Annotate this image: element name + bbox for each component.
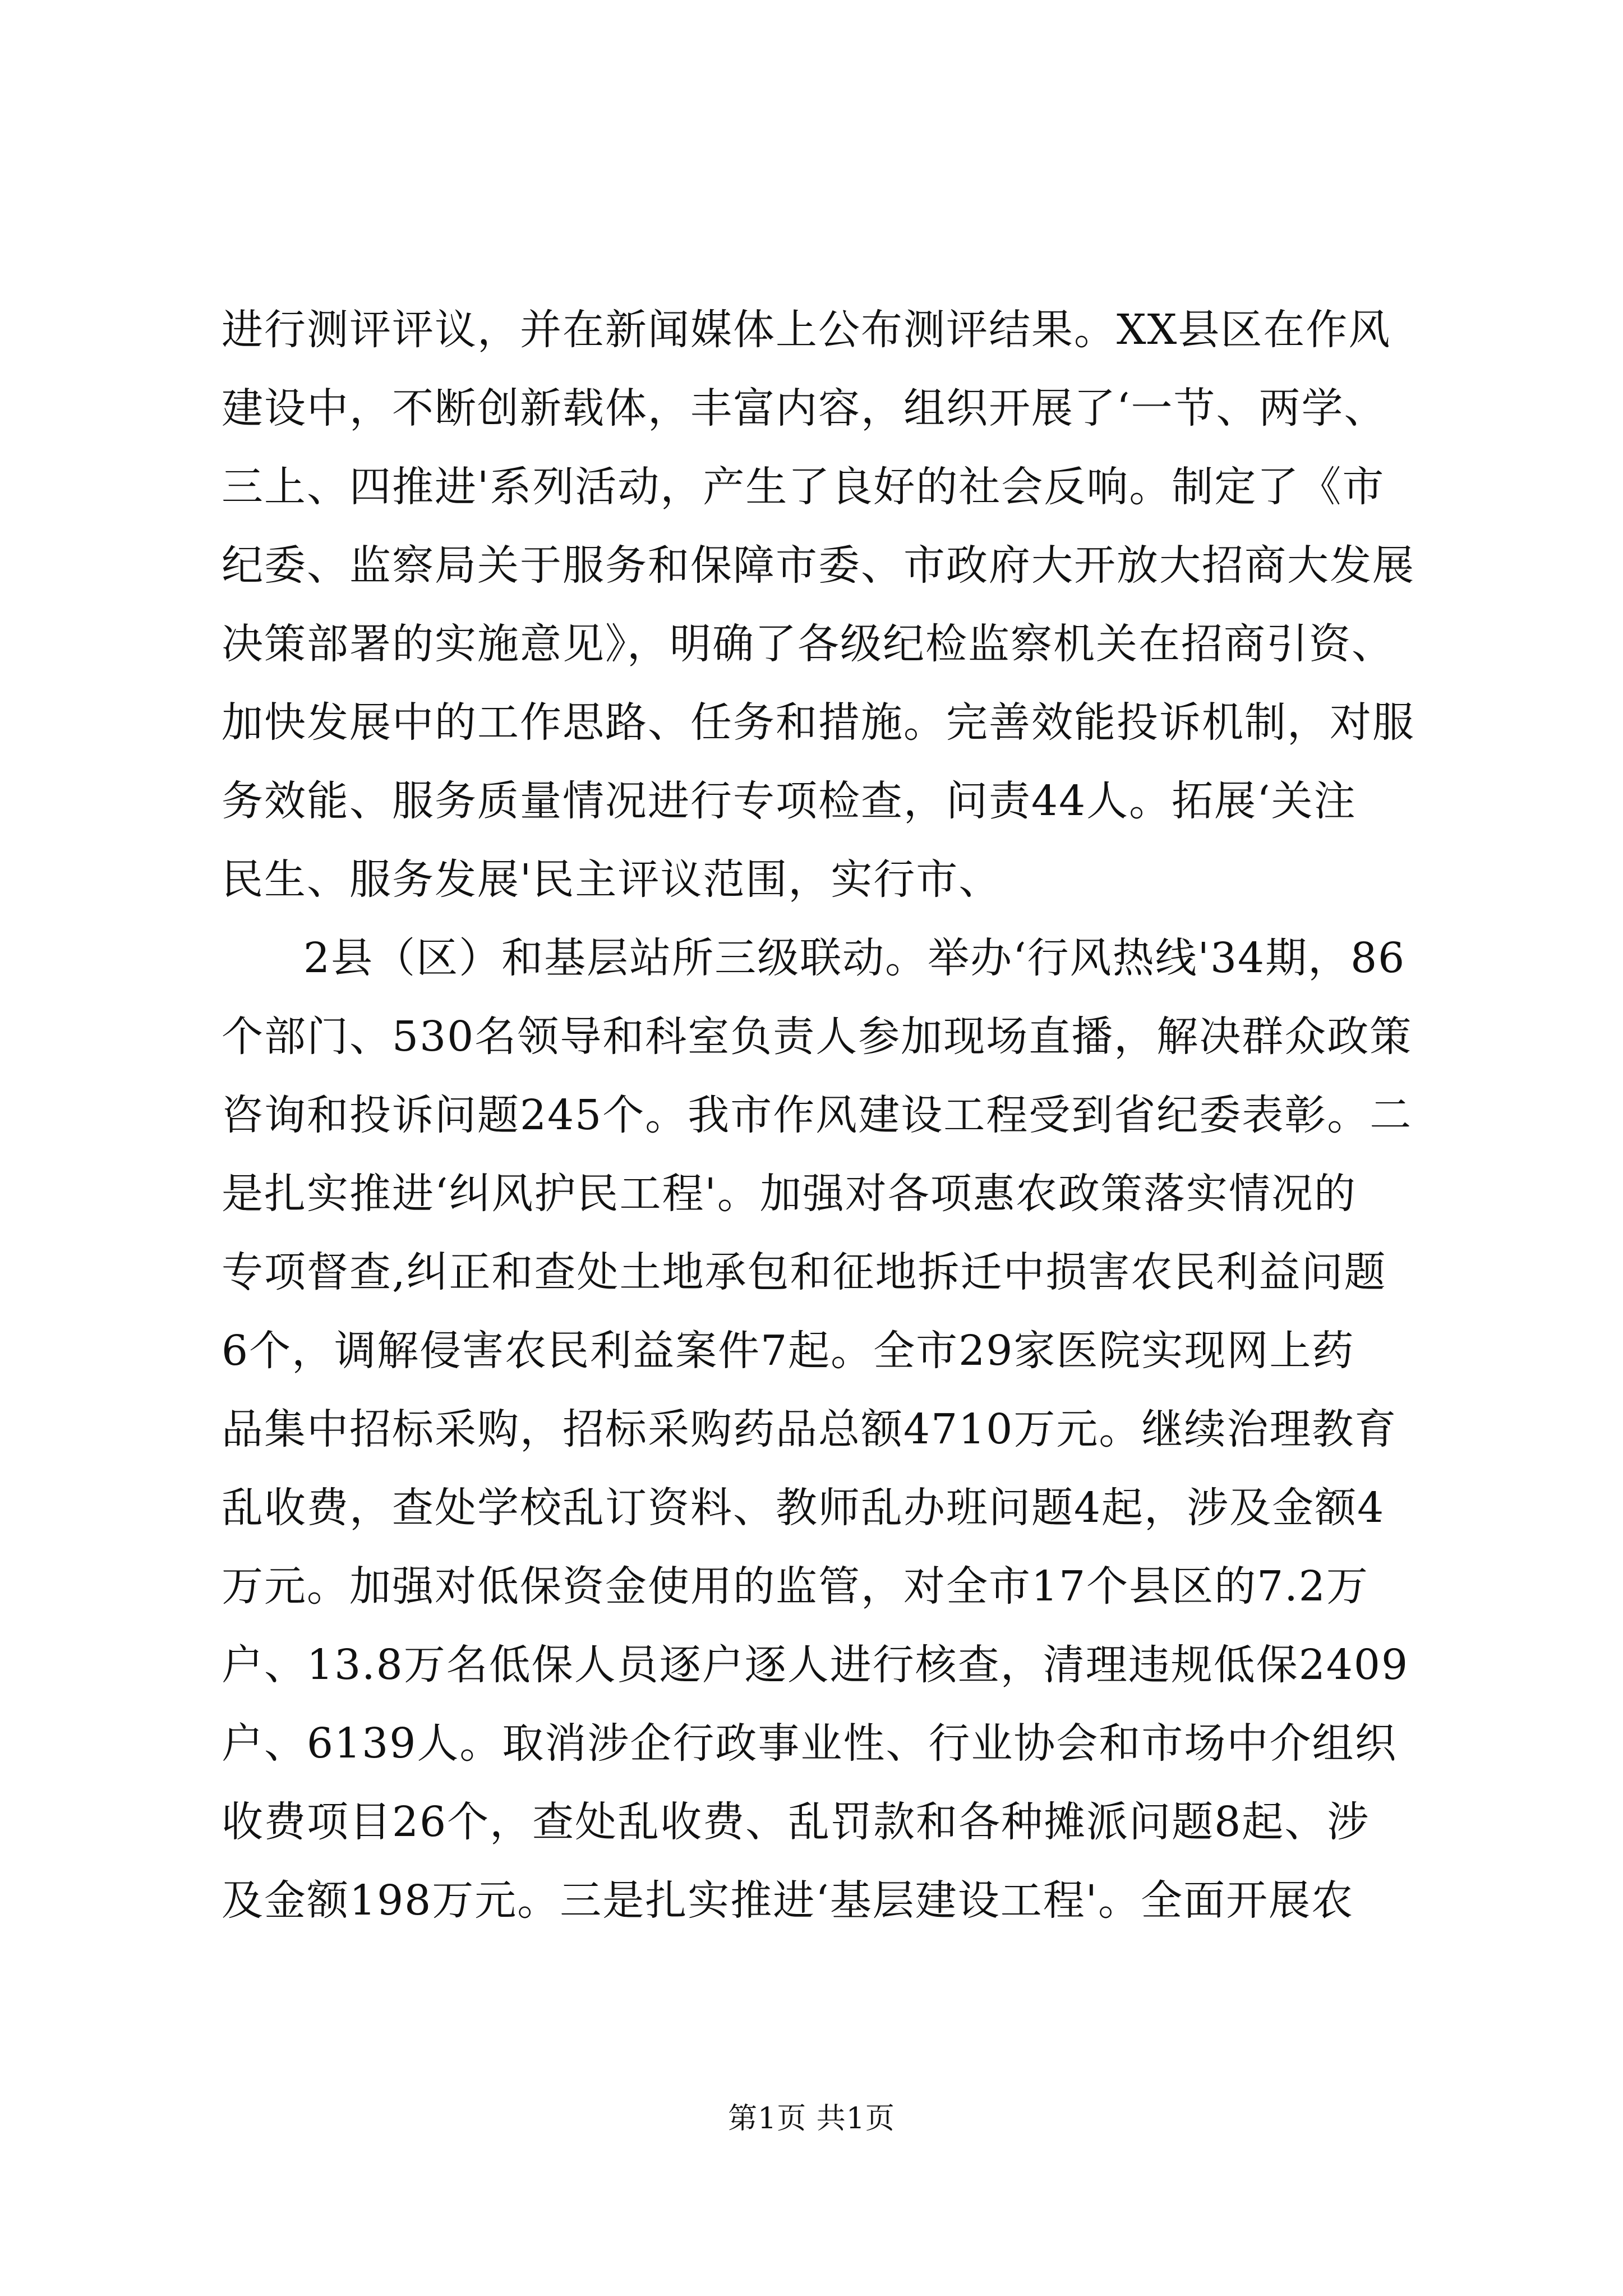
text-line: 户、13.8万名低保人员逐户逐人进行核查，清理违规低保2409 — [222, 1641, 1409, 1689]
text-line: 决策部署的实施意见》，明确了各级纪检监察机关在招商引资、 — [222, 620, 1394, 668]
text-line: 是扎实推进‘纠风护民工程'。加强对各项惠农政策落实情况的 — [222, 1170, 1357, 1218]
page-number-footer: 第1页 共1页 — [728, 2102, 895, 2136]
text-line: 品集中招标采购，招标采购药品总额4710万元。继续治理教育 — [222, 1405, 1398, 1453]
text-line: 万元。加强对低保资金使用的监管，对全市17个县区的7.2万 — [222, 1562, 1369, 1611]
text-line: 乱收费，查处学校乱订资料、教师乱办班问题4起，涉及金额4 — [222, 1484, 1385, 1532]
text-line: 专项督查,纠正和查处土地承包和征地拆迁中损害农民利益问题 — [222, 1248, 1387, 1296]
text-line: 进行测评评议，并在新闻媒体上公布测评结果。XX县区在作风 — [222, 306, 1391, 354]
text-line: 咨询和投诉问题245个。我市作风建设工程受到省纪委表彰。二 — [222, 1091, 1413, 1139]
text-line: 及金额198万元。三是扎实推进‘基层建设工程'。全面开展农 — [222, 1876, 1354, 1925]
text-line: 个部门、530名领导和科室负责人参加现场直播，解决群众政策 — [222, 1013, 1413, 1061]
text-line: 务效能、服务质量情况进行专项检查，问责44人。拓展‘关注 — [222, 777, 1357, 825]
paragraph-start-line: 2县（区）和基层站所三级联动。举办‘行风热线'34期，86 — [303, 934, 1406, 982]
document-body — [222, 291, 1415, 1940]
text-line: 加快发展中的工作思路、任务和措施。完善效能投诉机制，对服 — [222, 698, 1415, 747]
text-line: 纪委、监察局关于服务和保障市委、市政府大开放大招商大发展 — [222, 541, 1415, 590]
text-line: 建设中，不断创新载体，丰富内容，组织开展了‘一节、两学、 — [222, 384, 1387, 432]
text-line: 收费项目26个，查处乱收费、乱罚款和各种摊派问题8起、涉 — [222, 1798, 1370, 1846]
text-line: 6个，调解侵害农民利益案件7起。全市29家医院实现网上药 — [222, 1327, 1355, 1375]
text-line: 户、6139人。取消涉企行政事业性、行业协会和市场中介组织 — [222, 1719, 1398, 1768]
text-line: 三上、四推进'系列活动，产生了良好的社会反响。制定了《市 — [222, 463, 1385, 511]
text-line: 民生、服务发展'民主评议范围，实行市、 — [222, 855, 1002, 904]
